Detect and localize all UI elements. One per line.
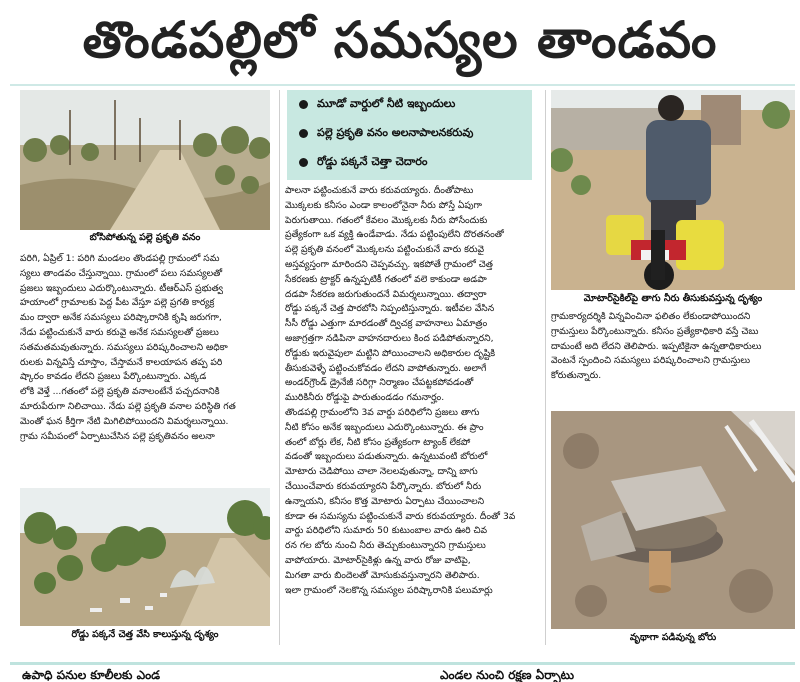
- text-line: లోకి వెళ్తే ...గతంలో పల్లె ప్రకృతి వనాలంటేనే పచ్చదనానికి: [20, 386, 220, 398]
- text-line: వార్డు పరిధిలోని సుమారు 50 కుటుంబాల వారు ఊరి చివ: [285, 525, 488, 537]
- text-line: ష్కారం కావడం లేదని ప్రజలు పేర్కొంటున్నారు. ఎక్కడ: [20, 371, 207, 383]
- caption-photo4: వృథాగా పడివున్న బోరు: [629, 632, 717, 643]
- headline-rule: [10, 84, 795, 86]
- text-line: అండర్‌గ్రౌండ్ డ్రైనేజీ సరిగ్గా నిర్మాణం చేపట్టకపోవడంతో: [285, 377, 474, 389]
- text-line: గ్రామస్తులు పేర్కొంటున్నారు. కనీసం ప్రత్యేకాధికారి వస్తే చెబు: [551, 325, 759, 337]
- photo-nature-park: [20, 90, 270, 230]
- caption-photo1: బోసిపోతున్న పల్లె ప్రకృతి వనం: [89, 232, 201, 243]
- text-line: పరిగి, ఏప్రిల్ 1: పరిగి మండలం తొండపల్లి గ్రామంలో సమ: [20, 253, 220, 264]
- text-line: నీటి కోసం అనేక ఇబ్బందులు ఎదుర్కొంటున్నారు. ఈ ప్రాం: [285, 421, 484, 433]
- text-line: రోడ్డు పక్కనే చెత్త పారబోసి నిప్పంటిస్తున్నారు. ఇటీవల వేసిన: [285, 303, 495, 315]
- text-line: దామంటే అది లేదని తెలిపారు. ఇప్పటికైనా ఉన్నతాధికారులు: [551, 340, 762, 352]
- text-line: రోడ్డుకు ఇరువైపులా మట్టిని పోయించాలని అధికారుల దృష్టికి: [285, 347, 495, 359]
- text-line: మం ద్వారా అనేక సమస్యలు పరిష్కారానికి కృషి జరుగగా,: [20, 312, 222, 324]
- text-line: కోరుతున్నారు.: [551, 370, 602, 382]
- column1-top-text: [20, 252, 275, 444]
- bullet-icon: [299, 129, 308, 138]
- text-line: పల్లె ప్రకృతి వనంలో మొక్కలను పట్టించుకునే వారు కరువై: [285, 244, 485, 256]
- text-line: అస్తవ్యస్తంగా మారిందని చెప్పవచ్చు. ఇకపోతే గ్రామంలో చెత్త: [285, 258, 493, 270]
- text-line: గ్రామకార్యదర్శికి విన్నవించినా ఫలితం లేకుండాపోయిందని: [551, 311, 751, 322]
- text-line: కూడా ఈ సమస్యను పట్టించుకునే వారు కరువయ్యారు. దీంతో 3వ: [285, 510, 516, 522]
- text-line: ఉన్నాయని, కనీసం కొత్త మోటారు ఏర్పాటు చేయించాలని: [285, 495, 485, 507]
- text-line: పాలనా పట్టించుకునే వారు కరువయ్యారు. దీంతోపాటు: [285, 185, 474, 196]
- text-line: స్యలు తాండవం చేస్తున్నాయి. గ్రామంలో పలు సమస్యలతో: [20, 267, 223, 279]
- text-line: మారుపేరుగా నిలిచాయి. నేడు పల్లె ప్రకృతి వనాల పరిస్థితి గత: [20, 400, 236, 412]
- text-line: హయాంలో గ్రామాలకు పెద్ద పీట వేస్తూ పల్లె ప్రగతి కార్యక్ర: [20, 297, 215, 309]
- text-line: గ్రామ సమీపంలో ఏర్పాటుచేసిన పల్లె ప్రకృతివనం అలనా: [20, 430, 215, 442]
- text-line: వెంటనే స్పందించి సమస్యలు పరిష్కరించాలని గ్రామస్తులు: [551, 355, 751, 367]
- photo-garbage-burning: [20, 488, 270, 626]
- next-headline-fragment-right: ఎండల నుంచి రక్షణ ఏర్పాటు: [440, 668, 574, 682]
- text-line: వడంతో ఇబ్బందులు పడుతున్నారు. ఉన్నటువంటి బోరులో: [285, 451, 488, 463]
- next-headline-fragment-left: ఉపాధి పనుల కూలీలకు ఎండ: [22, 668, 161, 682]
- text-line: మిగతా వారు బిందెలతో మోసుకువస్తున్నారని తెలిపారు.: [285, 569, 480, 581]
- caption-photo3: మోటార్‌సైకిల్‌పై తాగు నీరు తీసుకువస్తున్న దృశ్యం: [583, 293, 763, 304]
- photo-abandoned-borewell: [551, 411, 795, 629]
- text-line: తీసుకువెళ్ళే పట్టించుకోవడం లేదని వాపోతున్నారు. అలాగే: [285, 362, 487, 374]
- text-line: సతమతమవుతున్నారు. సమస్యలు పరిష్కరించాలని అధికా: [20, 341, 228, 353]
- highlight-text: రోడ్డు పక్కనే చెత్తా చెదారం: [317, 154, 428, 168]
- highlight-item: [287, 90, 532, 119]
- column-divider: [279, 90, 280, 645]
- highlight-text: మూడో వార్డులో నీటి ఇబ్బందులు: [317, 96, 456, 110]
- caption-photo2: రోడ్డు పక్కనే చెత్త వేసి కాలుస్తున్న దృశ్యం: [71, 629, 219, 640]
- text-line: సేకరణకు ట్రాక్టర్ ఉన్నప్పటికీ గతంలో వలె కాకుండా అడపా: [285, 273, 487, 285]
- text-line: తొండపల్లి గ్రామంలోని 3వ వార్డు పరిధిలోని ప్రజలు తాగు: [285, 406, 480, 418]
- highlight-item: [287, 119, 532, 148]
- text-line: తంలో బోర్లు లేక, నీటి కోసం ప్రత్యేకంగా ట్యాంక్ లేకపో: [285, 436, 471, 448]
- text-line: రన గల బోరు నుంచి నీరు తెచ్చుకుంటున్నారని గ్రామస్తులు: [285, 540, 486, 552]
- text-line: మురికినీరు రోడ్డుపై పారుతుండడం గమనార్హం.: [285, 392, 445, 404]
- text-line: సీసీ రోడ్డు ఎత్తుగా మారడంతో ద్విచక్ర వాహనాలు ఏమాత్రం: [285, 318, 488, 330]
- column2-text: [285, 184, 543, 598]
- highlights-box: [287, 90, 532, 180]
- text-line: ఇలా గ్రామంలో నెలకొన్న సమస్యల పరిష్కారానికి పలుమార్లు: [285, 584, 493, 596]
- text-line: వాపోయారు. మోటార్‌సైకిళ్లు ఉన్న వారు రోజు వాటిపై,: [285, 554, 471, 566]
- column3-text: [551, 310, 800, 384]
- text-line: మెంతో ఘన కీర్తిగా నేటి మిగిలిపోయిందని విమర్శలున్నాయి.: [20, 415, 229, 427]
- highlight-item: [287, 148, 532, 177]
- column-divider: [545, 90, 546, 645]
- text-line: నేడు పట్టించుకునే వారు కరువై అనేక సమస్యలతో ప్రజలు: [20, 326, 219, 338]
- highlight-text: పల్లె ప్రకృతి వనం అలనాపాలనకరువు: [317, 125, 474, 139]
- bullet-icon: [299, 158, 308, 167]
- text-line: అజాగ్రత్తగా నడిపినా వాహనదారులు కింద పడిపోతున్నారని,: [285, 332, 494, 344]
- text-line: మొక్కలకు కనీసం ఎండా కాలంలోనైనా నీరు పోస్తే ఏపుగా: [285, 199, 483, 211]
- text-line: రులకు విన్నవిస్తే చూస్తాం, చేస్తామనే కాలయాపన తప్ప పరి: [20, 356, 223, 368]
- next-article-strip: [0, 660, 800, 682]
- divider-band: [10, 662, 795, 665]
- text-line: ప్రజలు ఇబ్బందులు ఎదుర్కొంటున్నారు. టీఆర్‌ఎస్ ప్రభుత్వ: [20, 282, 223, 294]
- text-line: ప్రత్యేకంగా ఒక వ్యక్తి ఉండేవాడు. నేడు పట్టింపులేని దొరతనంతో: [285, 229, 504, 241]
- bullet-icon: [299, 100, 308, 109]
- headline: తొండపల్లిలో సమస్యల తాండవం: [82, 11, 718, 69]
- text-line: మోటారు చెడిపోయి చాలా నెలలవుతున్నా, దాన్ని బాగు: [285, 466, 478, 478]
- photo-motorcycle-water: [551, 90, 795, 290]
- text-line: దడపా సేకరణ జరుగుతుందనే విమర్శలున్నాయి. తద్వారా: [285, 288, 487, 300]
- text-line: పెరుగుతాయి. గతంలో కేవలం మొక్కలకు నీరు పోసేందుకు: [285, 214, 488, 226]
- text-line: చేయించేవారు కరువయ్యారని పేర్కొన్నారు. బోరులో నీరు: [285, 480, 482, 492]
